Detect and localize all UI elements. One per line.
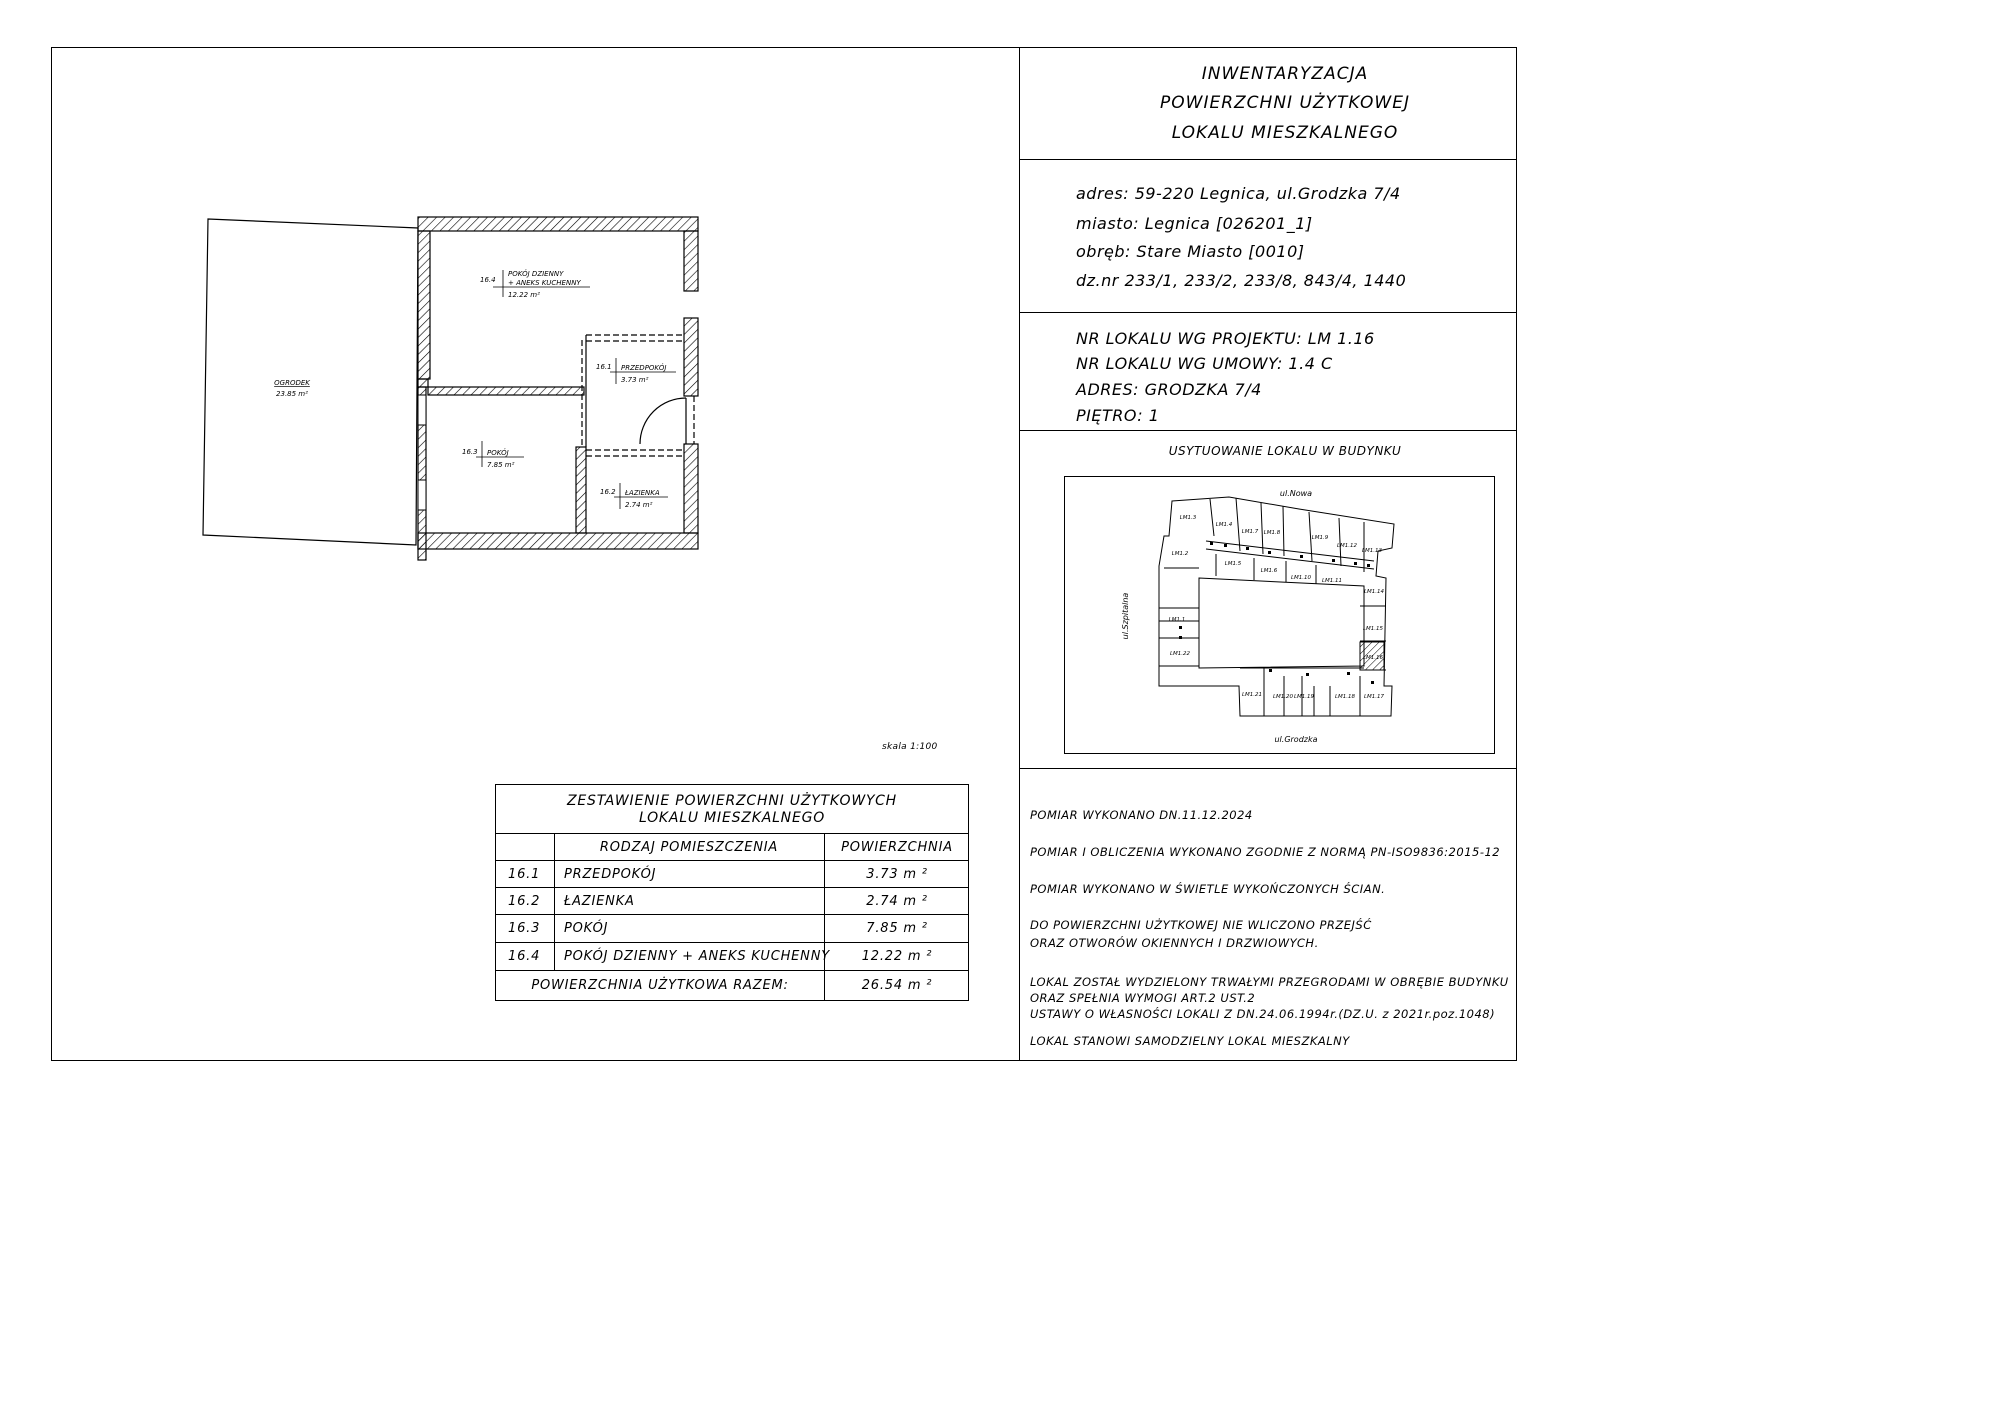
unit-label: LM1.17: [1363, 694, 1385, 700]
unit-label: LM1.4: [1215, 522, 1233, 528]
row-area: 3.73 m ²: [866, 866, 928, 882]
table-row: [496, 887, 968, 914]
table-total-row: [496, 970, 968, 1000]
drawing-title: [1020, 60, 1550, 155]
unit-label: LM1.16: [1362, 655, 1384, 661]
room-area: 3.73 m²: [621, 376, 649, 384]
row-name: ŁAZIENKA: [564, 893, 635, 909]
unit-label: LM1.11: [1321, 578, 1343, 584]
room-area: 2.74 m²: [625, 501, 653, 509]
unit-block: [1076, 329, 1506, 429]
unit-label: LM1.20: [1272, 694, 1294, 700]
note-line: LOKAL ZOSTAŁ WYDZIELONY TRWAŁYMI PRZEGRODAMI W OBRĘBIE BUDYNKU: [1030, 975, 1509, 989]
parcel-line: dz.nr 233/1, 233/2, 233/8, 843/4, 1440: [1076, 271, 1407, 290]
unit-label: LM1.19: [1293, 694, 1315, 700]
table-row: [496, 914, 968, 942]
unit-project-number: NR LOKALU WG PROJEKTU: LM 1.16: [1076, 329, 1375, 348]
total-label: POWIERZCHNIA UŻYTKOWA RAZEM:: [531, 978, 789, 993]
room-number: 16.3: [462, 448, 478, 456]
row-number: 16.3: [508, 921, 541, 936]
unit-label: LM1.10: [1290, 575, 1312, 581]
column-header: POWIERZCHNIA: [841, 839, 953, 855]
note-line: POMIAR WYKONANO DN.11.12.2024: [1030, 808, 1253, 822]
street-label-left: ul.Szpitalna: [1121, 592, 1130, 640]
unit-contract-number: NR LOKALU WG UMOWY: 1.4 C: [1076, 354, 1333, 373]
row-name: PRZEDPOKÓJ: [564, 866, 657, 882]
room-area: 7.85 m²: [487, 461, 515, 469]
note-line: POMIAR WYKONANO W ŚWIETLE WYKOŃCZONYCH ŚCIAN.: [1030, 882, 1386, 896]
address-block: [1076, 184, 1506, 304]
floor-plan: [195, 210, 715, 570]
table-header-row: [496, 833, 968, 860]
title-block-divider: [1019, 430, 1517, 431]
situation-title: USYTUOWANIE LOKALU W BUDYNKU: [1168, 444, 1402, 458]
table-title: [496, 789, 968, 833]
row-number: 16.2: [508, 893, 541, 909]
unit-label: LM1.14: [1363, 589, 1385, 595]
scale-label: skala 1:100: [882, 742, 938, 752]
unit-label: LM1.6: [1260, 568, 1278, 574]
unit-address: ADRES: GRODZKA 7/4: [1076, 380, 1262, 399]
title-line: POWIERZCHNI UŻYTKOWEJ: [1160, 93, 1410, 113]
row-area: 7.85 m ²: [866, 921, 928, 936]
building-situation-plan: [1064, 476, 1495, 754]
door: [640, 398, 686, 444]
title-block-divider: [1019, 159, 1517, 160]
unit-label: LM1.21: [1241, 692, 1263, 698]
unit-label: LM1.8: [1263, 530, 1281, 536]
unit-label: LM1.1: [1168, 617, 1186, 623]
street-label-bottom: ul.Grodzka: [1274, 735, 1318, 744]
title-line: INWENTARYZACJA: [1201, 64, 1369, 84]
unit-label: LM1.2: [1171, 551, 1189, 557]
title-block-divider: [1019, 768, 1517, 769]
title-line: LOKALU MIESZKALNEGO: [1171, 123, 1399, 143]
table-row: [496, 860, 968, 887]
row-number: 16.4: [508, 949, 541, 964]
room-name: POKÓJ: [487, 449, 509, 457]
unit-label: LM1.22: [1169, 651, 1191, 657]
unit-label: LM1.18: [1334, 694, 1356, 700]
room-name: PRZEDPOKÓJ: [621, 364, 667, 372]
total-value: 26.54 m ²: [861, 978, 933, 993]
garden-name: OGRODEK: [274, 379, 310, 387]
room-name: POKÓJ DZIENNY: [508, 270, 564, 278]
note-line: DO POWIERZCHNI UŻYTKOWEJ NIE WLICZONO PRZEJŚĆ: [1030, 918, 1372, 932]
note-line: USTAWY O WŁASNOŚCI LOKALI Z DN.24.06.1994r.(DZ.U. z 2021r.poz.1048): [1030, 1007, 1496, 1021]
notes-block: [1030, 800, 1510, 1055]
note-line: LOKAL STANOWI SAMODZIELNY LOKAL MIESZKALNY: [1030, 1034, 1350, 1048]
row-name: POKÓJ: [564, 921, 609, 936]
room-number: 16.2: [600, 488, 616, 496]
corridor-markers: [1179, 542, 1374, 684]
table-title-line: ZESTAWIENIE POWIERZCHNI UŻYTKOWYCH: [566, 793, 897, 809]
row-area: 12.22 m ²: [861, 949, 933, 964]
note-line: ORAZ SPEŁNIA WYMOGI ART.2 UST.2: [1030, 991, 1256, 1005]
unit-label: LM1.15: [1362, 626, 1384, 632]
room-number: 16.4: [480, 276, 496, 284]
room-number: 16.1: [596, 363, 612, 371]
unit-label: LM1.5: [1224, 561, 1242, 567]
area-summary-table: [495, 784, 969, 1001]
room-name: + ANEKS KUCHENNY: [508, 279, 581, 287]
address-line: adres: 59-220 Legnica, ul.Grodzka 7/4: [1076, 184, 1401, 203]
unit-label: LM1.9: [1311, 535, 1329, 541]
room-name: ŁAZIENKA: [625, 489, 660, 497]
unit-label: LM1.7: [1241, 529, 1259, 535]
garden-area-value: 23.85 m²: [276, 390, 308, 398]
garden-area: [203, 219, 418, 545]
unit-labels: [1169, 515, 1385, 700]
exterior-walls: [418, 217, 698, 560]
unit-label: LM1.12: [1336, 543, 1358, 549]
table-row: [496, 942, 968, 970]
note-line: ORAZ OTWORÓW OKIENNYCH I DRZWIOWYCH.: [1030, 936, 1319, 950]
title-block-divider: [1019, 312, 1517, 313]
street-label-top: ul.Nowa: [1279, 489, 1313, 498]
table-title-line: LOKALU MIESZKALNEGO: [638, 810, 826, 826]
unit-floor: PIĘTRO: 1: [1076, 406, 1160, 425]
room-area: 12.22 m²: [508, 291, 540, 299]
row-area: 2.74 m ²: [866, 893, 928, 909]
precinct-line: obręb: Stare Miasto [0010]: [1076, 242, 1305, 261]
column-header: RODZAJ POMIESZCZENIA: [599, 839, 779, 855]
row-number: 16.1: [508, 866, 541, 882]
note-line: POMIAR I OBLICZENIA WYKONANO ZGODNIE Z NORMĄ PN-ISO9836:2015-12: [1030, 845, 1501, 859]
partitions: [582, 335, 694, 456]
unit-label: LM1.3: [1179, 515, 1197, 521]
city-line: miasto: Legnica [026201_1]: [1076, 214, 1313, 233]
row-name: POKÓJ DZIENNY + ANEKS KUCHENNY: [564, 949, 830, 964]
unit-label: LM1.13: [1361, 548, 1383, 554]
title-block-divider: [1019, 47, 1020, 1061]
